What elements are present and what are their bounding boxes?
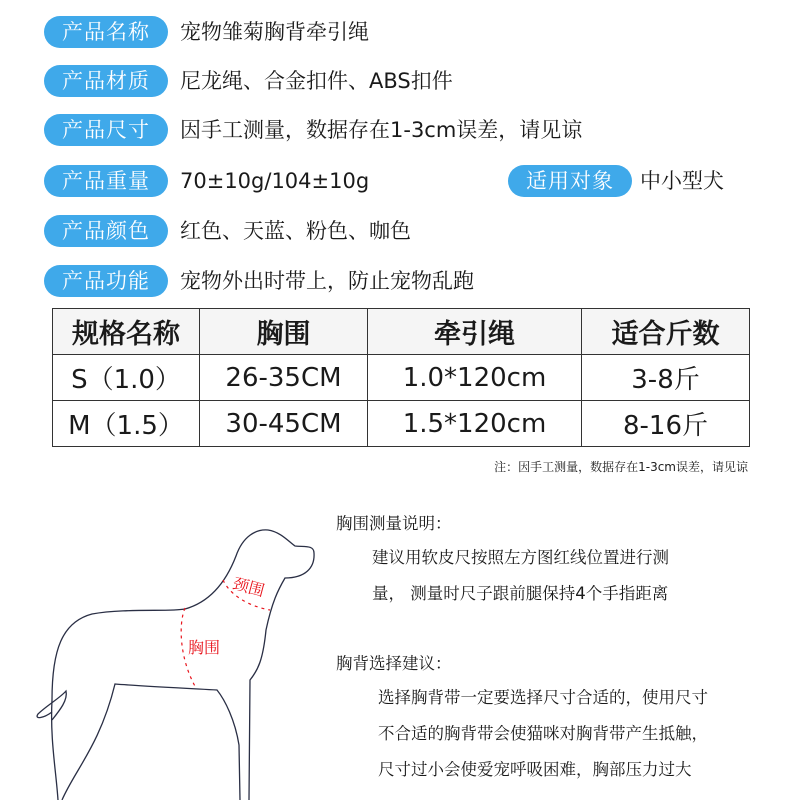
measure-title: 胸围测量说明： bbox=[336, 514, 452, 533]
value-color: 红色、天蓝、粉色、咖色 bbox=[180, 219, 411, 243]
table-note: 注：因手工测量，数据存在1-3cm误差，请见谅 bbox=[494, 460, 748, 474]
header-weight: 适合斤数 bbox=[582, 309, 750, 355]
cell: 8-16斤 bbox=[582, 401, 750, 447]
label-size: 产品尺寸 bbox=[44, 114, 168, 146]
advice-line: 选择胸背带一定要选择尺寸合适的，使用尺寸 bbox=[378, 688, 708, 707]
header-spec: 规格名称 bbox=[53, 309, 200, 355]
measure-line: 建议用软皮尺按照左方图红线位置进行测 bbox=[372, 548, 669, 567]
chest-label: 胸围 bbox=[188, 638, 221, 657]
cell: 1.0*120cm bbox=[368, 355, 582, 401]
value-size: 因手工测量，数据存在1-3cm误差，请见谅 bbox=[180, 118, 583, 142]
dog-outline-icon bbox=[37, 530, 314, 800]
cell: 26-35CM bbox=[200, 355, 368, 401]
cell: M（1.5） bbox=[53, 401, 200, 447]
cell: 3-8斤 bbox=[582, 355, 750, 401]
value-material: 尼龙绳、合金扣件、ABS扣件 bbox=[180, 69, 453, 93]
advice-title: 胸背选择建议： bbox=[336, 654, 452, 673]
label-color: 产品颜色 bbox=[44, 215, 168, 247]
cell: 1.5*120cm bbox=[368, 401, 582, 447]
cell: 30-45CM bbox=[200, 401, 368, 447]
neck-label: 颈围 bbox=[230, 573, 267, 601]
header-chest: 胸围 bbox=[200, 309, 368, 355]
value-function: 宠物外出时带上，防止宠物乱跑 bbox=[180, 269, 474, 293]
header-leash: 牵引绳 bbox=[368, 309, 582, 355]
label-target: 适用对象 bbox=[508, 165, 632, 197]
label-weight: 产品重量 bbox=[44, 165, 168, 197]
value-target: 中小型犬 bbox=[640, 169, 724, 193]
label-name: 产品名称 bbox=[44, 16, 168, 48]
value-name: 宠物雏菊胸背牵引绳 bbox=[180, 20, 369, 44]
label-function: 产品功能 bbox=[44, 265, 168, 297]
cell: S（1.0） bbox=[53, 355, 200, 401]
measure-line: 量， 测量时尺子跟前腿保持4个手指距离 bbox=[372, 584, 669, 603]
value-weight: 70±10g/104±10g bbox=[180, 169, 370, 193]
label-material: 产品材质 bbox=[44, 65, 168, 97]
advice-line: 尺寸过小会使爱宠呼吸困难，胸部压力过大 bbox=[378, 760, 692, 779]
advice-line: 不合适的胸背带会使猫咪对胸背带产生抵触， bbox=[378, 724, 708, 743]
